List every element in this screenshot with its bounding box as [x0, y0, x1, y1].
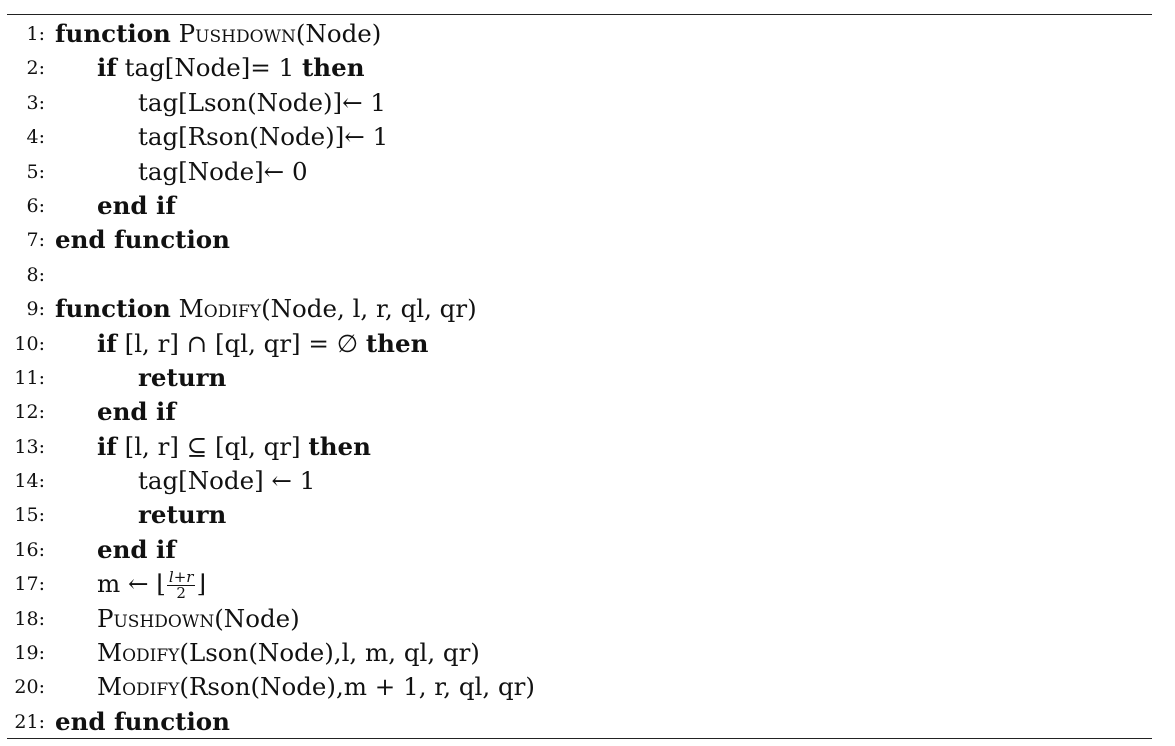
line-number: 18:: [14, 607, 45, 630]
line-number: 10:: [14, 332, 45, 355]
procedure-call-name: Pushdown: [97, 603, 215, 633]
keyword-then: then: [308, 431, 371, 461]
procedure-call-name: Modify: [97, 638, 180, 668]
condition: [l, r] ∩ [ql, qr] = ∅: [124, 328, 359, 358]
statement: tag[Node] ← 1: [138, 466, 316, 496]
code-line-17: [7, 567, 1152, 601]
line-number: 21:: [14, 710, 45, 733]
procedure-call-name: Modify: [97, 672, 180, 702]
statement: tag[Node]← 0: [138, 156, 308, 186]
keyword-if: if: [97, 328, 117, 358]
procedure-name: Modify: [178, 294, 262, 324]
code-line-9: [7, 292, 1152, 326]
code-line-2: [7, 51, 1152, 85]
assignment-lhs: m ← ⌊: [97, 569, 166, 599]
line-number: 1:: [26, 23, 45, 45]
line-number: 16:: [14, 538, 45, 561]
procedure-args: (Node, l, r, ql, qr): [261, 294, 477, 324]
keyword-end-function: end function: [55, 706, 230, 736]
keyword-end-function: end function: [55, 225, 230, 255]
statement: tag[Rson(Node)]← 1: [138, 122, 389, 152]
line-number: 3:: [26, 91, 45, 114]
line-number: 7:: [26, 229, 45, 252]
procedure-name: Pushdown: [178, 19, 296, 48]
line-number: 2:: [26, 57, 45, 80]
line-number: 8:: [26, 263, 45, 286]
line-number: 20:: [14, 676, 45, 699]
line-number: 19:: [14, 642, 45, 665]
code-line-12: [7, 395, 1152, 429]
procedure-call-args: (Node): [214, 603, 300, 633]
line-number: 11:: [14, 366, 45, 389]
code-line-20: [7, 670, 1152, 704]
procedure-call-args: (Lson(Node),l, m, ql, qr): [179, 638, 480, 668]
keyword-end-if: end if: [97, 534, 176, 564]
line-number: 12:: [14, 401, 45, 424]
condition: [l, r] ⊆ [ql, qr]: [124, 431, 301, 461]
line-number: 17:: [14, 573, 45, 596]
code-line-1: [7, 17, 1152, 51]
statement: tag[Lson(Node)]← 1: [138, 87, 387, 117]
code-line-11: [7, 361, 1152, 395]
code-line-16: [7, 533, 1152, 567]
code-line-15: [7, 498, 1152, 532]
keyword-end-if: end if: [97, 190, 176, 220]
line-number: 9:: [26, 298, 45, 321]
floor-close: ⌋: [196, 569, 207, 599]
code-line-19: [7, 636, 1152, 670]
keyword-if: if: [97, 53, 117, 83]
keyword-function: function: [55, 19, 171, 48]
code-line-5: [7, 155, 1152, 189]
condition: tag[Node]= 1: [124, 53, 295, 83]
line-number: 14:: [14, 470, 45, 493]
code-line-13: [7, 430, 1152, 464]
line-number: 13:: [14, 435, 45, 458]
line-number: 4:: [26, 126, 45, 149]
code-line-14: [7, 464, 1152, 498]
procedure-call-args: (Rson(Node),m + 1, r, ql, qr): [179, 672, 535, 702]
keyword-function: function: [55, 294, 171, 324]
algorithm-block: [7, 17, 1152, 739]
keyword-return: return: [138, 362, 227, 392]
code-line-10: [7, 327, 1152, 361]
line-number: 6:: [26, 194, 45, 217]
code-line-18: [7, 602, 1152, 636]
keyword-end-if: end if: [97, 397, 176, 427]
code-line-4: [7, 120, 1152, 154]
code-line-3: [7, 86, 1152, 120]
bottom-rule: [7, 738, 1152, 739]
code-line-6: [7, 189, 1152, 223]
keyword-if: if: [97, 431, 117, 461]
keyword-then: then: [365, 328, 429, 358]
keyword-return: return: [138, 500, 227, 530]
code-line-8: [7, 258, 1152, 292]
code-line-21: [7, 705, 1152, 739]
code-line-7: [7, 223, 1152, 257]
line-number: 5:: [26, 160, 45, 183]
line-number: 15:: [14, 504, 45, 527]
top-rule: [7, 14, 1152, 15]
fraction-numerator: l+r: [168, 568, 194, 587]
fraction-denominator: 2: [176, 584, 186, 603]
keyword-then: then: [301, 53, 365, 83]
procedure-args: (Node): [295, 19, 382, 48]
fraction: [167, 570, 196, 601]
